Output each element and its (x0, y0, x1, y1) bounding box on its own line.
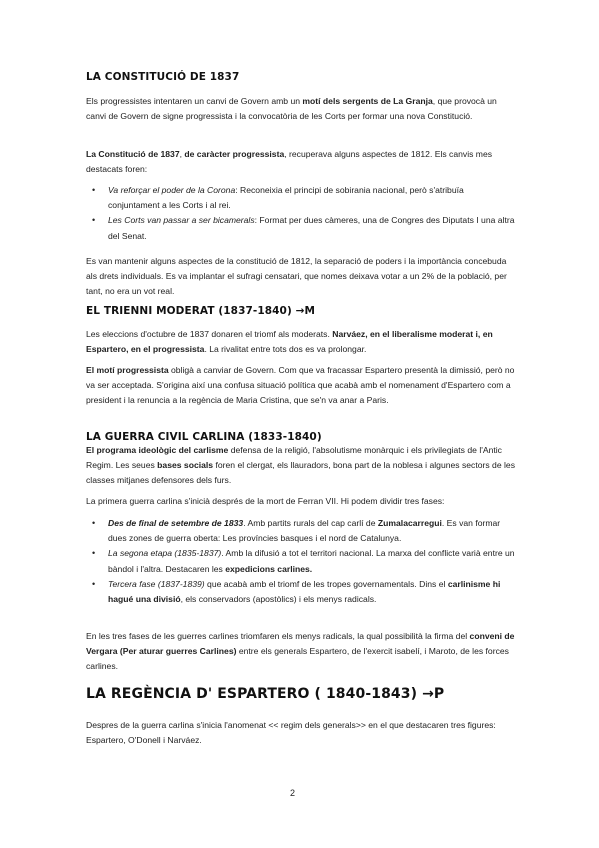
list-item: • Tercera fase (1837-1839) que acabà amb el triomf de les tropes governamentals. Dins el carlinisme hi hagué una divisió, els conservadors (apostòlics) i els menys radicals. (92, 578, 501, 605)
bullet-list (86, 516, 516, 607)
list-item: • La segona etapa (1835-1837). Amb la difusió a tot el territori nacional. La marxa del conflicte varià entre un bàndol i l'altra. Destacaren les expedicions carlines. (92, 548, 515, 574)
paragraph: En les tres fases de les guerres carlines triomfaren els menys radicals, la qual possibilità la firma del conveni de Vergara (Per aturar guerres Carlines) entre els generals Espartero, de l'exercit isabelí, i Maroto, de les forces carlines. (86, 631, 515, 672)
list-item: • Les Corts van passar a ser bicamerals: Format per dues càmeres, una de Congres des Diputats I una altra del Senat. (92, 215, 515, 241)
bullet-icon: • (92, 518, 96, 528)
bullet-icon: • (92, 215, 96, 226)
bullet-icon: • (92, 548, 96, 559)
paragraph: Els progressistes intentaren un canvi de Govern amb un motí dels sergents de La Granja, que provocà un canvi de Govern de signe progressista i la convocatòria de les Corts per formar una nova Constitució. (86, 96, 497, 122)
section-title-trienni: EL TRIENNI MODERAT (1837-1840) →M (86, 305, 316, 317)
paragraph: El programa ideològic del carlisme defensa de la religió, l'absolutisme monàrquic i els privilegiats de l'Antic Regim. Les seues bases socials foren el clergat, els llauradors, bona part de la noblesa i algunes sectors de les classes mitjanes defensores dels furs. (86, 445, 515, 486)
section-title-regencia: LA REGÈNCIA D' ESPARTERO ( 1840-1843) →P (86, 686, 445, 702)
section-title-constitucio: LA CONSTITUCIÓ DE 1837 (86, 71, 240, 83)
paragraph: La primera guerra carlina s'inicià després de la mort de Ferran VII. Hi podem dividir tres fases: (86, 496, 445, 506)
section-title-guerra-carlina: LA GUERRA CIVIL CARLINA (1833-1840) (86, 431, 322, 443)
paragraph: Es van mantenir alguns aspectes de la constitució de 1812, la separació de poders i la importància concebuda als drets individuals. Es va implantar el sufragi censatari, que nomes deixava votar a un 2% de la població, per tant, no era un vot real. (86, 256, 507, 297)
list-item: • Va reforçar el poder de la Corona: Reconeixia el principi de sobirania nacional, però s'atribuïa conjuntament a les Corts i al rei. (92, 185, 464, 211)
paragraph: Despres de la guerra carlina s'inicia l'anomenat << regim dels generals>> en el que destacaren tres figures: Espartero, O'Donell i Narváez. (86, 720, 496, 746)
bullet-icon: • (92, 185, 96, 195)
paragraph: La Constitució de 1837, de caràcter progressista, recuperava alguns aspectes de 1812. Els canvis mes destacats foren: (86, 149, 493, 175)
page-number: 2 (290, 788, 296, 798)
bullet-list (86, 183, 516, 244)
bullet-icon: • (92, 578, 96, 589)
list-item: • Des de final de setembre de 1833. Amb partits rurals del cap carlí de Zumalacarregui. Es van formar dues zones de guerra oberta: Les províncies basques i el nord de Catalunya. (92, 518, 501, 544)
paragraph: Les eleccions d'octubre de 1837 donaren el triomf als moderats. Narváez, en el liberalisme moderat i, en Espartero, en el progressista. La rivalitat entre tots dos es va prolongar. (86, 329, 493, 355)
paragraph: El motí progressista obligà a canviar de Govern. Com que va fracassar Espartero presentà la dimissió, però no va ser acceptada. S'origina així una confusa situació política que acabà amb el nomenament d'Espartero com a president i la renuncia a la regència de Maria Cristina, que se'n va anar a Paris. (86, 365, 515, 406)
